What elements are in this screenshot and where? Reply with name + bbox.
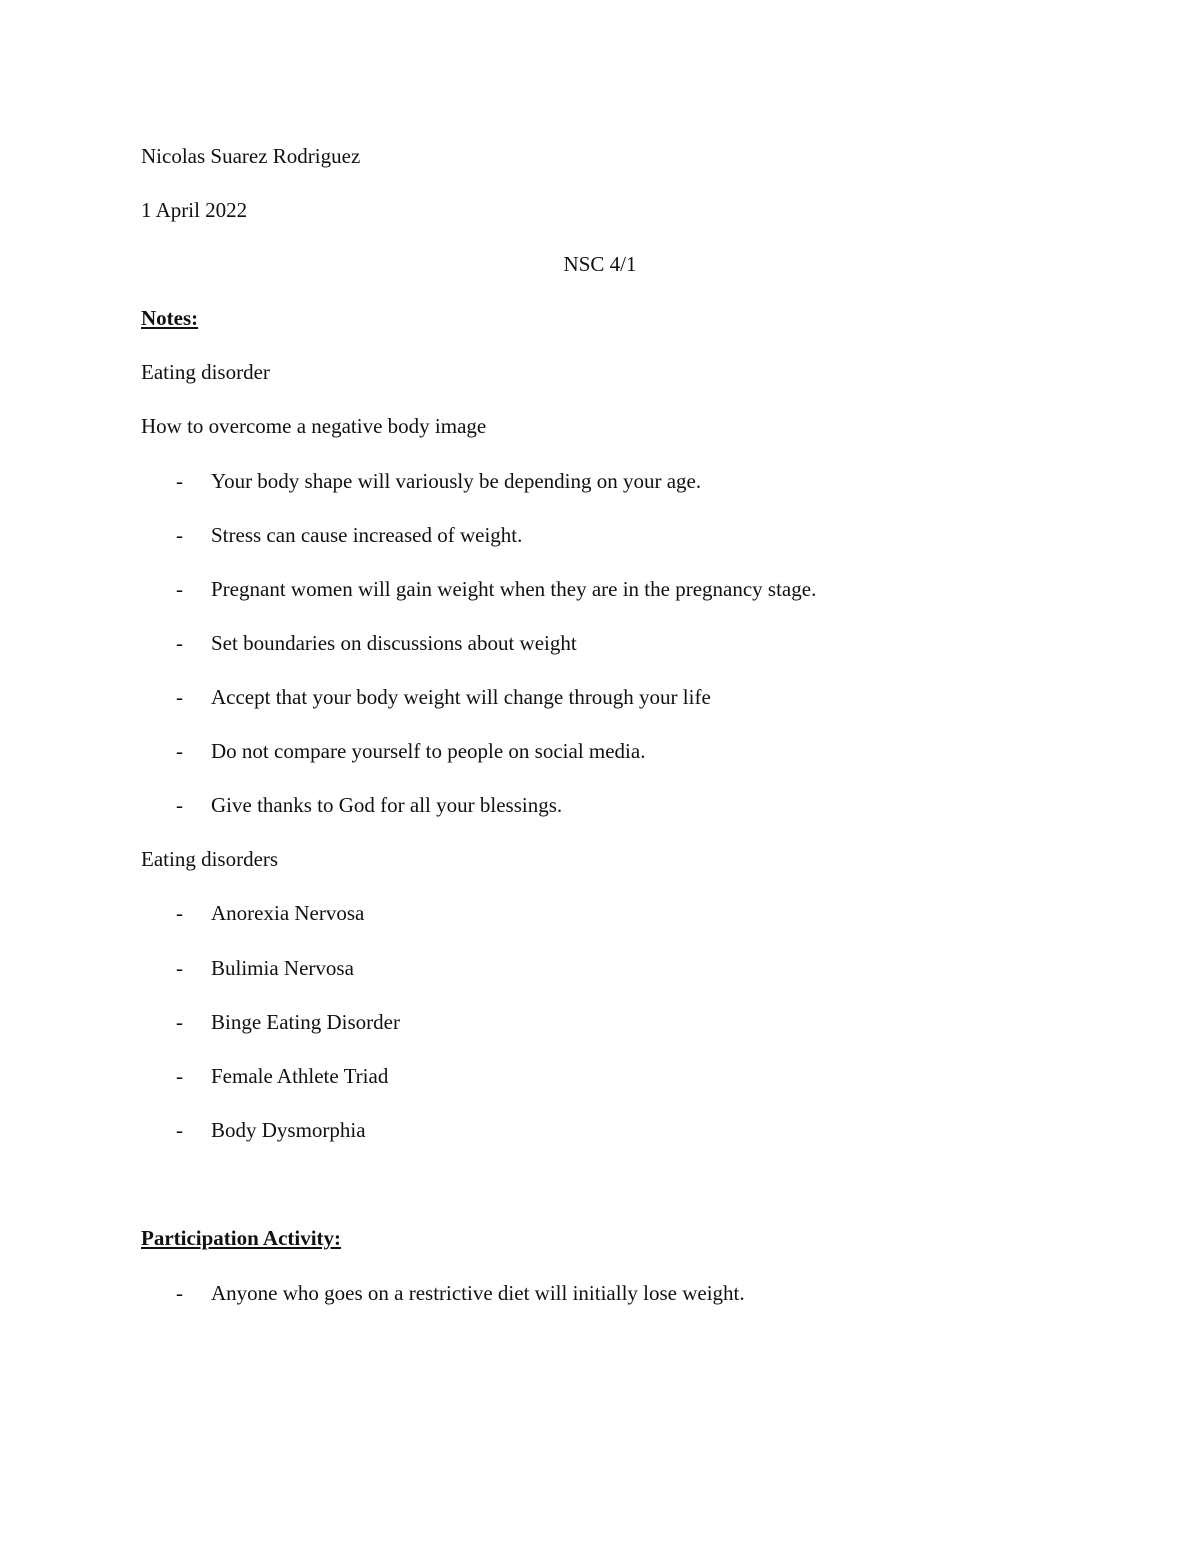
list-item-text: Pregnant women will gain weight when they are in the pregnancy stage. (211, 577, 817, 601)
bullet-marker: - (176, 631, 183, 655)
author-name: Nicolas Suarez Rodriguez (141, 144, 361, 168)
list-item-text: Do not compare yourself to people on social media. (211, 739, 646, 763)
topic-line: Eating disorder (141, 360, 270, 384)
notes-heading: Notes: (141, 306, 199, 330)
list-item-text: Anyone who goes on a restrictive diet will initially lose weight. (211, 1281, 745, 1305)
participation-heading: Participation Activity: (141, 1226, 342, 1250)
list-item-text: Your body shape will variously be depending on your age. (211, 469, 702, 493)
disorders-heading: Eating disorders (141, 847, 279, 871)
bullet-marker: - (176, 956, 183, 980)
bullet-marker: - (176, 1010, 183, 1034)
bullet-marker: - (176, 1118, 183, 1142)
list-item-text: Set boundaries on discussions about weight (211, 631, 577, 655)
list-item-text: Female Athlete Triad (211, 1064, 389, 1088)
list-item-text: Body Dysmorphia (211, 1118, 366, 1142)
list-item-text: Bulimia Nervosa (211, 956, 354, 980)
bullet-marker: - (176, 469, 183, 493)
document-title: NSC 4/1 (563, 252, 637, 276)
list-item-text: Binge Eating Disorder (211, 1010, 400, 1034)
list-item-text: Stress can cause increased of weight. (211, 523, 523, 547)
bullet-marker: - (176, 523, 183, 547)
list-item-text: Give thanks to God for all your blessings. (211, 793, 563, 817)
list-item-text: Anorexia Nervosa (211, 901, 365, 925)
bullet-marker: - (176, 577, 183, 601)
bullet-marker: - (176, 685, 183, 709)
bullet-marker: - (176, 793, 183, 817)
bullet-marker: - (176, 901, 183, 925)
bullet-marker: - (176, 739, 183, 763)
bullet-marker: - (176, 1281, 183, 1305)
list-item-text: Accept that your body weight will change through your life (211, 685, 711, 709)
document-date: 1 April 2022 (141, 198, 248, 222)
body-image-heading: How to overcome a negative body image (141, 414, 487, 438)
bullet-marker: - (176, 1064, 183, 1088)
